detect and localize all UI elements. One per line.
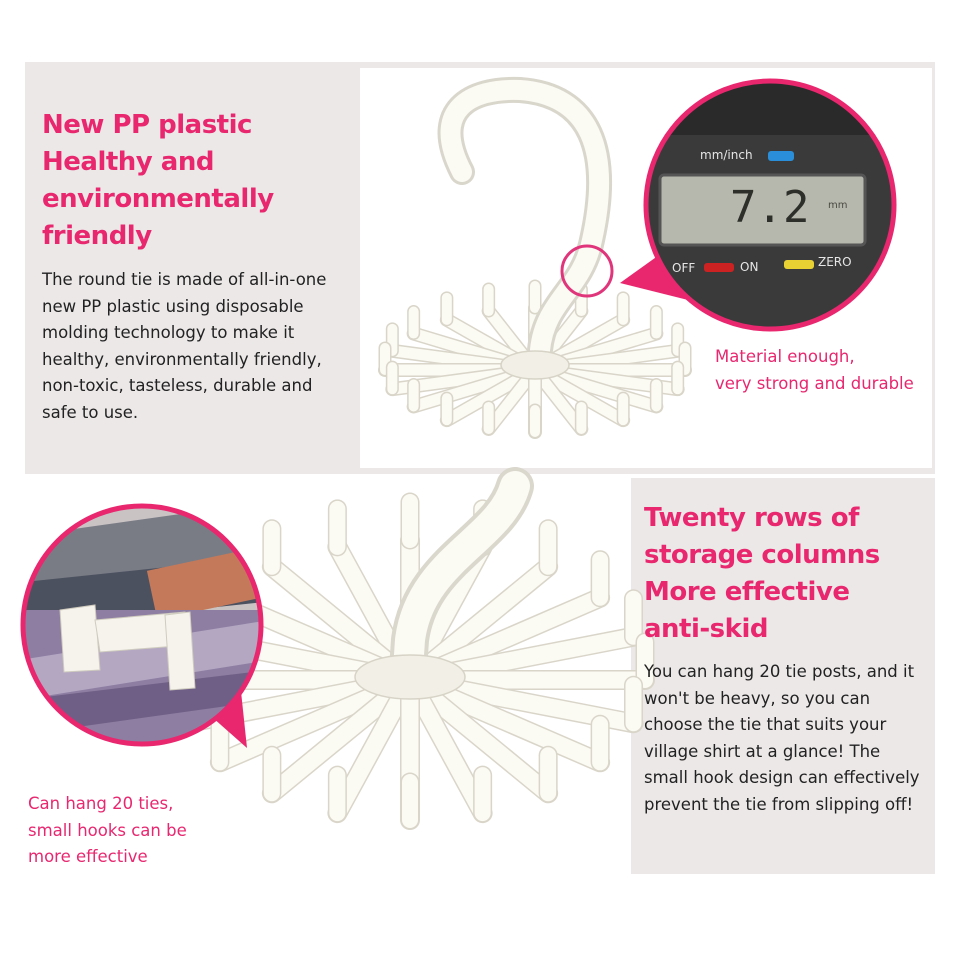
top-caption-line: Material enough, bbox=[715, 347, 855, 366]
bottom-headline-line: anti-skid bbox=[644, 614, 768, 644]
caliper-on-label: ON bbox=[740, 260, 759, 274]
top-headline-line: environmentally bbox=[42, 184, 274, 214]
top-headline-line: Healthy and bbox=[42, 147, 214, 177]
top-description-line: The round tie is made of all-in-one bbox=[42, 270, 327, 289]
top-description-line: healthy, environmentally friendly, bbox=[42, 349, 322, 369]
top-description-line: molding technology to make it bbox=[42, 323, 295, 342]
bottom-description-line: prevent the tie from slipping off! bbox=[644, 794, 914, 814]
mini-hook bbox=[60, 605, 100, 672]
top-headline-line: friendly bbox=[42, 221, 152, 251]
top-description-line: safe to use. bbox=[42, 402, 139, 422]
bottom-caption bbox=[28, 791, 187, 871]
bottom-description bbox=[644, 659, 920, 818]
caliper-reading-unit: mm bbox=[828, 200, 848, 211]
bottom-description-line: choose the tie that suits your bbox=[644, 715, 887, 734]
bottom-caption-line: more effective bbox=[28, 847, 148, 866]
bottom-description-line: village shirt at a glance! The bbox=[644, 741, 881, 761]
bottom-headline-line: More effective bbox=[644, 577, 850, 607]
bottom-description-line: You can hang 20 tie posts, and it bbox=[644, 662, 915, 681]
caliper-reading: 7.2 bbox=[730, 182, 810, 233]
mini-hook bbox=[165, 612, 195, 690]
bottom-headline-line: Twenty rows of bbox=[644, 503, 859, 533]
caliper-unit-label: mm/inch bbox=[700, 148, 753, 162]
bottom-headline bbox=[644, 500, 880, 648]
bottom-headline-line: storage columns bbox=[644, 540, 880, 570]
top-description-line: non-toxic, tasteless, durable and bbox=[42, 376, 313, 395]
caliper-off-label: OFF bbox=[672, 261, 696, 275]
caliper-zero-label: ZERO bbox=[818, 255, 852, 269]
bottom-description-line: won't be heavy, so you can bbox=[644, 688, 871, 708]
rack-hub-large bbox=[355, 655, 465, 699]
bottom-description-line: small hook design can effectively bbox=[644, 768, 920, 787]
bottom-caption-line: Can hang 20 ties, bbox=[28, 794, 174, 813]
top-caption-line: very strong and durable bbox=[715, 373, 914, 393]
top-headline-line: New PP plastic bbox=[42, 110, 252, 140]
bottom-caption-line: small hooks can be bbox=[28, 820, 187, 840]
top-description-line: new PP plastic using disposable bbox=[42, 296, 304, 316]
